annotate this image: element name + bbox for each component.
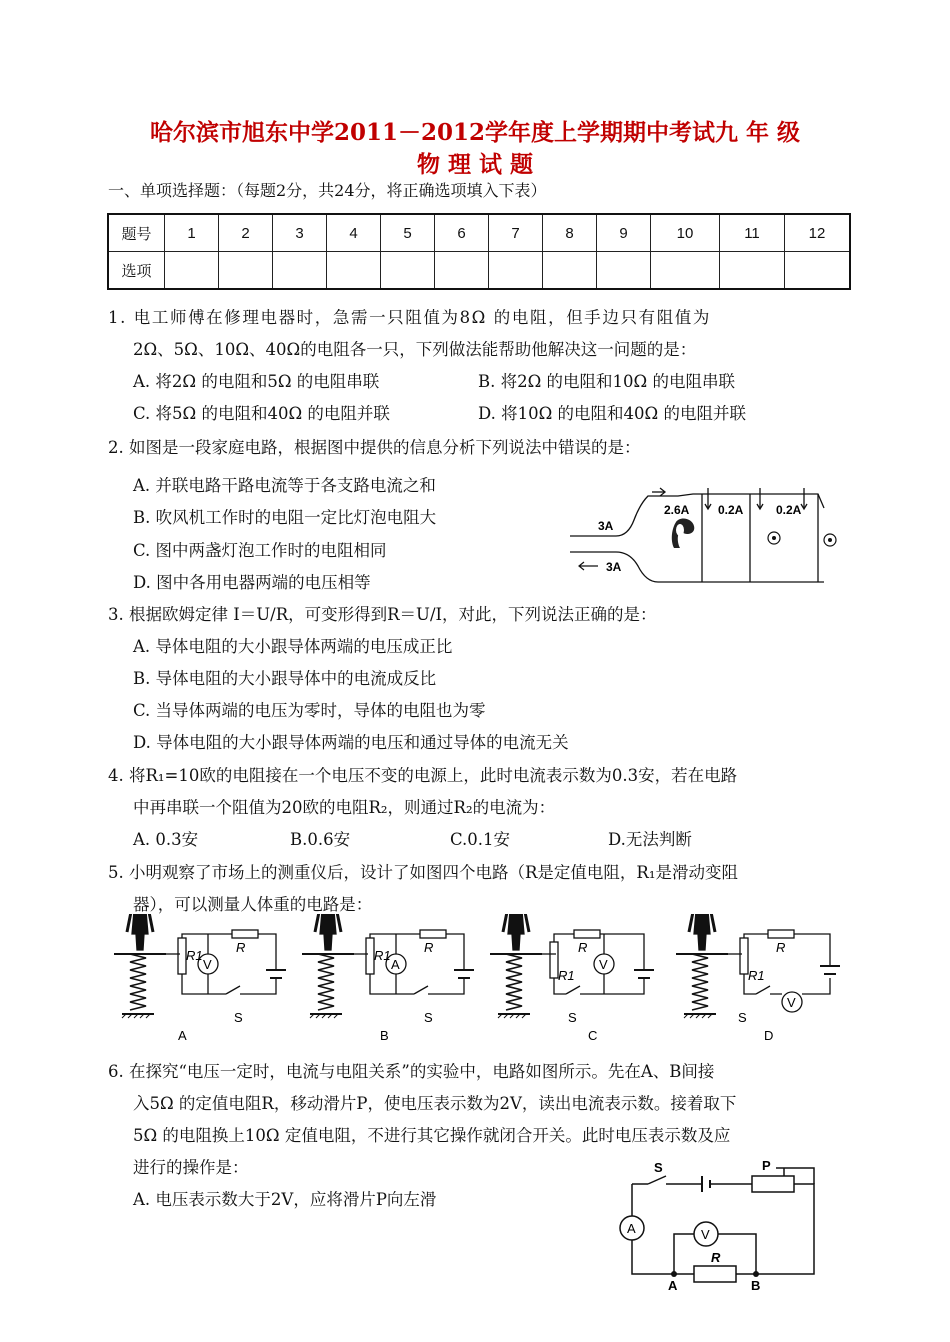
q4-stem-line2: 中再串联一个阻值为20欧的电阻R₂，则通过R₂的电流为： — [133, 798, 556, 817]
voltmeter-d: V — [787, 995, 796, 1010]
ohm-experiment-circuit-figure — [606, 1158, 826, 1290]
q3-option-c: C. 当导体两端的电压为零时，导体的电阻也为零 — [133, 701, 486, 720]
ammeter-label: A — [627, 1221, 636, 1236]
answer-cell[interactable] — [327, 252, 381, 290]
answer-cell[interactable] — [489, 252, 543, 290]
slider-p-label: P — [762, 1158, 771, 1173]
q2-option-b: B. 吹风机工作时的电阻一定比灯泡电阻大 — [133, 508, 437, 527]
switch-label-a: S — [234, 1010, 243, 1025]
r-label-d: R — [776, 940, 786, 955]
q3-stem: 3. 根据欧姆定律 I＝U/R，可变形得到R＝U/I，对此，下列说法正确的是： — [108, 605, 657, 624]
row-label-number: 题号 — [108, 214, 165, 252]
answer-cell[interactable] — [273, 252, 327, 290]
weighing-circuits-figure — [108, 914, 848, 1046]
r-label-a: R — [236, 940, 246, 955]
household-circuit-figure — [568, 448, 850, 592]
question-number: 1 — [165, 214, 219, 252]
q2-option-c: C. 图中两盏灯泡工作时的电阻相同 — [133, 541, 387, 560]
question-number: 4 — [327, 214, 381, 252]
point-a-label: A — [668, 1278, 678, 1290]
switch-label-b: S — [424, 1010, 433, 1025]
r1-label-c: R1 — [558, 968, 575, 983]
answer-cell[interactable] — [785, 252, 851, 290]
q6-stem-line4: 进行的操作是： — [133, 1158, 249, 1177]
q2-option-d: D. 图中各用电器两端的电压相等 — [133, 573, 371, 592]
question-number: 9 — [597, 214, 651, 252]
r1-label-d: R1 — [748, 968, 765, 983]
q5-stem-line2: 器），可以测量人体重的电路是： — [133, 895, 373, 914]
answer-table — [107, 213, 851, 290]
current-lamp2-label: 0.2A — [776, 503, 802, 517]
answer-cell[interactable] — [165, 252, 219, 290]
q1-stem-line2: 2Ω、5Ω、10Ω、40Ω的电阻各一只，下列做法能帮助他解决这一问题的是： — [133, 340, 697, 359]
r-label-c: R — [578, 940, 588, 955]
point-b-label: B — [751, 1278, 761, 1290]
answer-table-row-answers — [108, 252, 850, 290]
current-in-label: 3A — [598, 519, 614, 533]
section-heading: 一、单项选择题：（每题2分，共24分，将正确选项填入下表） — [108, 181, 547, 200]
q1-option-a: A. 将2Ω 的电阻和5Ω 的电阻串联 — [133, 372, 380, 391]
answer-cell[interactable] — [651, 252, 720, 290]
question-number: 3 — [273, 214, 327, 252]
q1-stem-line1: 1. 电工师傅在修理电器时，急需一只阻值为8Ω 的电阻，但手边只有阻值为 — [108, 308, 712, 327]
q1-option-b: B. 将2Ω 的电阻和10Ω 的电阻串联 — [478, 372, 735, 391]
question-number: 11 — [720, 214, 785, 252]
answer-cell[interactable] — [720, 252, 785, 290]
q4-option-d: D.无法判断 — [608, 830, 692, 849]
current-dryer-label: 2.6A — [664, 503, 690, 517]
r1-label-b: R1 — [374, 948, 391, 963]
question-number: 2 — [219, 214, 273, 252]
answer-cell[interactable] — [381, 252, 435, 290]
q6-option-a: A. 电压表示数大于2V，应将滑片P向左滑 — [133, 1190, 437, 1209]
q4-option-c: C.0.1安 — [450, 830, 511, 849]
q2-stem: 2. 如图是一段家庭电路，根据图中提供的信息分析下列说法中错误的是： — [108, 438, 641, 457]
r-label-b: R — [424, 940, 434, 955]
circuit-label-d: D — [764, 1028, 774, 1043]
exam-title-line2: 物 理 试 题 — [416, 151, 534, 178]
q3-option-a: A. 导体电阻的大小跟导体两端的电压成正比 — [133, 637, 453, 656]
switch-s-label: S — [654, 1160, 663, 1175]
question-number: 8 — [543, 214, 597, 252]
ammeter-b: A — [391, 957, 400, 972]
exam-title-line1: 哈尔滨市旭东中学2011－2012学年度上学期期中考试九 年 级 — [149, 119, 801, 146]
voltmeter-label: V — [701, 1227, 710, 1242]
question-number: 6 — [435, 214, 489, 252]
q4-option-a: A. 0.3安 — [133, 830, 199, 849]
answer-cell[interactable] — [597, 252, 651, 290]
switch-label-c: S — [568, 1010, 577, 1025]
question-number: 12 — [785, 214, 851, 252]
r1-label-a: R1 — [186, 948, 203, 963]
answer-table-row-numbers — [108, 214, 850, 252]
question-number: 10 — [651, 214, 720, 252]
answer-cell[interactable] — [435, 252, 489, 290]
answer-cell[interactable] — [543, 252, 597, 290]
q4-stem-line1: 4. 将R₁=10欧的电阻接在一个电压不变的电源上，此时电流表示数为0.3安，若在电路 — [108, 766, 738, 785]
q1-option-c: C. 将5Ω 的电阻和40Ω 的电阻并联 — [133, 404, 390, 423]
circuit-label-a: A — [178, 1028, 187, 1043]
current-lamp1-label: 0.2A — [718, 503, 744, 517]
switch-label-d: S — [738, 1010, 747, 1025]
voltmeter-c: V — [599, 957, 608, 972]
question-number: 5 — [381, 214, 435, 252]
resistor-r-label: R — [711, 1250, 721, 1265]
q5-stem-line1: 5. 小明观察了市场上的测重仪后，设计了如图四个电路（R是定值电阻，R₁是滑动变阻 — [108, 863, 738, 882]
circuit-label-b: B — [380, 1028, 389, 1043]
current-out-label: 3A — [606, 560, 622, 574]
circuit-label-c: C — [588, 1028, 598, 1043]
q6-stem-line3: 5Ω 的电阻换上10Ω 定值电阻，不进行其它操作就闭合开关。此时电压表示数及应 — [133, 1126, 731, 1145]
answer-cell[interactable] — [219, 252, 273, 290]
question-number: 7 — [489, 214, 543, 252]
q3-option-b: B. 导体电阻的大小跟导体中的电流成反比 — [133, 669, 437, 688]
voltmeter-a: V — [203, 957, 212, 972]
q6-stem-line2: 入5Ω 的定值电阻R，移动滑片P，使电压表示数为2V，读出电流表示数。接着取下 — [133, 1094, 737, 1113]
q3-option-d: D. 导体电阻的大小跟导体两端的电压和通过导体的电流无关 — [133, 733, 569, 752]
q2-option-a: A. 并联电路干路电流等于各支路电流之和 — [133, 476, 436, 495]
row-label-answer: 选项 — [108, 252, 165, 290]
q6-stem-line1: 6. 在探究“电压一定时，电流与电阻关系”的实验中，电路如图所示。先在A、B间接 — [108, 1062, 715, 1081]
q4-option-b: B.0.6安 — [290, 830, 351, 849]
q1-option-d: D. 将10Ω 的电阻和40Ω 的电阻并联 — [478, 404, 746, 423]
